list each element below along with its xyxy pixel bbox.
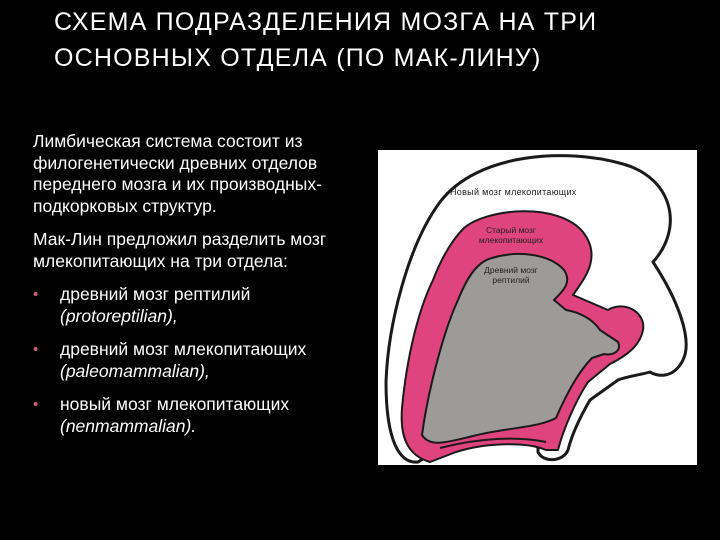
bullet-text: новый мозг млекопитающих	[60, 394, 290, 414]
brain-diagram-svg	[378, 150, 697, 465]
label-new-mammalian-brain: Новый мозг млекопитающих	[450, 187, 577, 197]
bullet-icon: •	[33, 396, 39, 413]
paragraph-limbic-system: Лимбическая система состоит из филогенетически древних отделов переднего мозга и их производных-подкорковых структур.	[33, 131, 322, 216]
list-item	[33, 394, 378, 437]
bullet-icon: •	[33, 341, 39, 358]
bullet-list	[33, 284, 378, 437]
label-old-mammalian-brain: Старый мозг млекопитающих	[478, 225, 544, 245]
bullet-term: (nenmammalian).	[60, 415, 197, 436]
brain-diagram	[378, 150, 697, 465]
label-reptilian-brain: Древний мозг рептилий	[484, 265, 538, 285]
list-item	[33, 339, 378, 382]
bullet-term: (protoreptilian),	[60, 305, 178, 326]
bullet-text: древний мозг рептилий	[60, 284, 251, 304]
list-item	[33, 284, 378, 327]
slide-body	[33, 131, 378, 449]
bullet-icon: •	[33, 286, 39, 303]
bullet-term: (paleomammalian),	[60, 360, 210, 381]
slide-title: СХЕМА ПОДРАЗДЕЛЕНИЯ МОЗГА НА ТРИ ОСНОВНЫХ ОТДЕЛА (ПО МАК-ЛИНУ)	[54, 8, 598, 72]
paragraph-maclean-proposal: Мак-Лин предложил разделить мозг млекопитающих на три отдела:	[33, 229, 327, 271]
bullet-text: древний мозг млекопитающих	[60, 339, 307, 359]
